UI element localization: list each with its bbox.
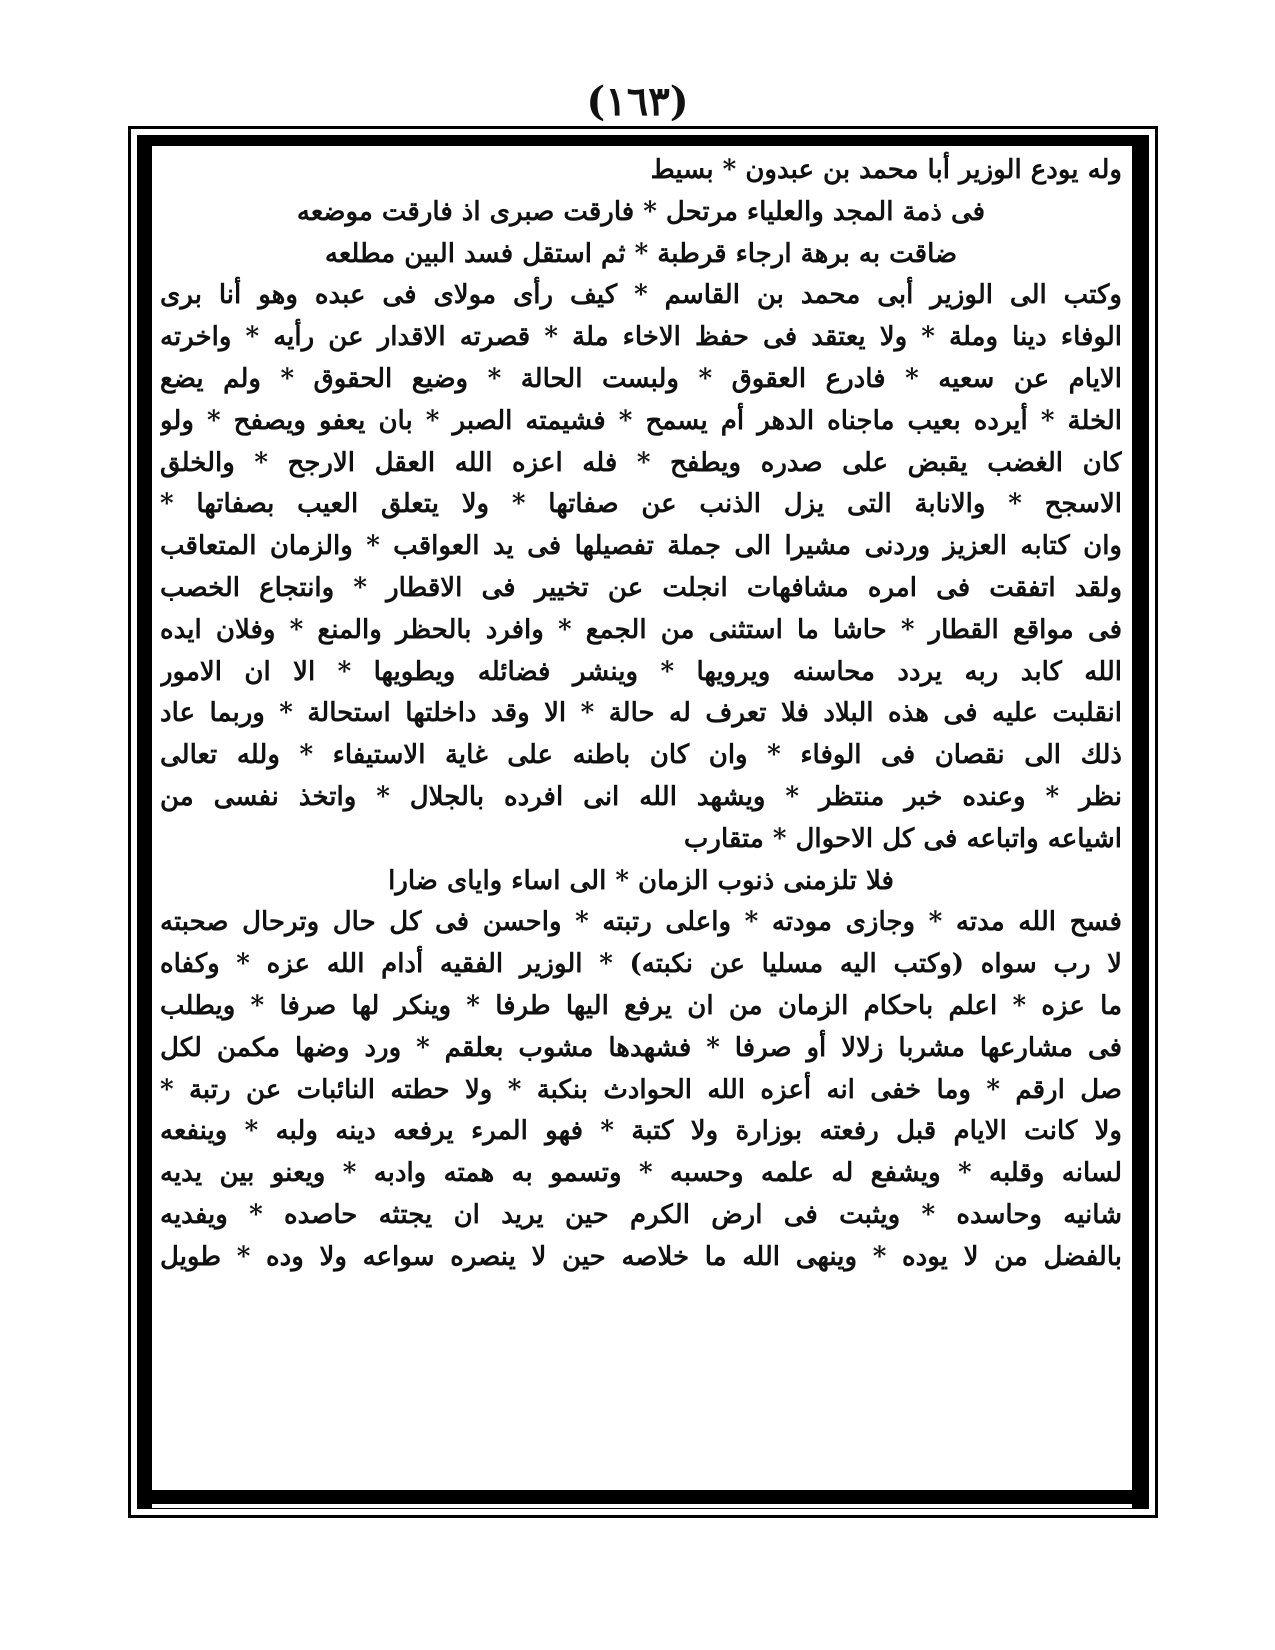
page-number: (١٦٣) [586,78,689,125]
text-line: ولا كانت الايام قبل رفعته بوزارة ولا كتبة * فهو المرء يرفعه دينه ولبه * وينفعه [160,1116,1122,1147]
text-line: بالفضل من لا يوده * وينهى الله ما خلاصه حين لا ينصره سواعه ولا وده * طويل [160,1241,1122,1272]
text-line: شانيه وحاسده * ويثبت فى ارض الكرم حين يريد ان يجتثه حاصده * ويفديه [160,1199,1122,1230]
text-body [160,150,1122,1488]
text-line: لسانه وقلبه * ويشفع له علمه وحسبه * وتسمو به همته وادبه * ويعنو بين يديه [160,1158,1122,1189]
text-line: الاسجح * والانابة التى يزل الذنب عن صفاتها * ولا يتعلق العيب بصفاتها * [160,489,1122,520]
text-line: فى مواقع القطار * حاشا ما استثنى من الجمع * وافرد بالحظر والمنع * وفلان ايده [160,614,1122,645]
text-line: الله كابد ربه يردد محاسنه ويرويها * وينشر فضائله ويطويها * الا ان الامور [160,656,1122,687]
text-line: وان كتابه العزيز وردنى مشيرا الى جملة تفصيلها فى يد العواقب * والزمان المتعاقب [160,531,1122,562]
text-line: فى ذمة المجد والعلياء مرتحل * فارقت صبرى اذ فارقت موضعه [296,196,986,227]
text-line: انقلبت عليه فى هذه البلاد فلا تعرف له حالة * الا وقد داخلتها استحالة * وربما عاد [160,698,1122,729]
text-line: اشياعه واتباعه فى كل الاحوال * متقارب [683,823,1122,854]
border-rule-top [138,136,1148,146]
text-line: صل ارقم * وما خفى انه أعزه الله الحوادث بنكبة * ولا حطته النائبات عن رتبة * [160,1074,1122,1105]
text-line: ذلك الى نقصان فى الوفاء * وان كان باطنه على غاية الاستيفاء * ولله تعالى [160,740,1122,771]
text-line: فسح الله مدته * وجازى مودته * واعلى رتبته * واحسن فى كل حال وترحال صحبته [160,907,1122,938]
text-line: نظر * وعنده خبر منتظر * ويشهد الله انى افرده بالجلال * واتخذ نفسى من [160,781,1122,812]
border-rule-left [138,136,152,1508]
text-line: الخلة * أيرده بعيب ماجناه الدهر أم يسمح * فشيمته الصبر * بان يعفو ويصفح * ولو [160,405,1122,436]
text-line: لا رب سواه (وكتب اليه مسليا عن نكبته) * الوزير الفقيه أدام الله عزه * وكفاه [160,949,1122,980]
text-line: كان الغضب يقبض على صدره ويطفح * فله اعزه الله العقل الارجح * والخلق [160,447,1122,478]
text-line: فى مشارعها مشربا زلالا أو صرفا * فشهدها مشوب بعلقم * ورد وضها مكمن لكل [160,1032,1122,1063]
text-line: ضاقت به برهة ارجاء قرطبة * ثم استقل فسد البين مطلعه [324,238,958,269]
text-line: فلا تلزمنى ذنوب الزمان * الى اساء واياى ضارا [388,865,894,896]
text-line: وكتب الى الوزير أبى محمد بن القاسم * كيف رأى مولاى فى عبده وهو أنا برى [160,280,1122,311]
text-line: ما عزه * اعلم باحكام الزمان من ان يرفع اليها طرفا * وينكر لها صرفا * ويطلب [160,990,1122,1021]
text-line: الوفاء دينا وملة * ولا يعتقد فى حفظ الاخاء ملة * قصرته الاقدار عن رأيه * واخرته [160,322,1122,353]
border-rule-bottom [138,1490,1148,1504]
text-line: وله يودع الوزير أبا محمد بن عبدون * بسيط [650,155,1122,185]
text-line: ولقد اتفقت فى امره مشافهات انجلت عن تخيير فى الاقطار * وانتجاع الخصب [160,572,1122,603]
text-line: الايام عن سعيه * فادرع العقوق * ولبست الحالة * وضيع الحقوق * ولم يضع [160,363,1122,394]
border-rule-right [1132,136,1148,1508]
